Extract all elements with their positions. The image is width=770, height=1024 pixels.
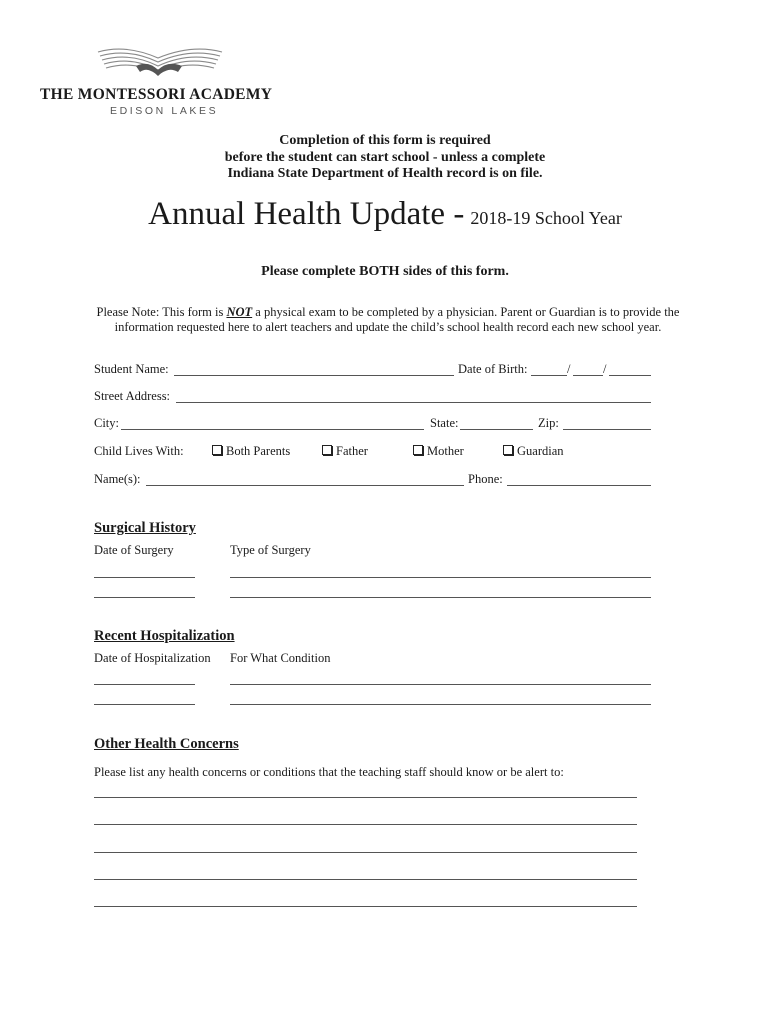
zip-label: Zip: (538, 416, 559, 430)
names-field[interactable] (146, 485, 464, 486)
street-address-label: Street Address: (94, 389, 171, 403)
city-field[interactable] (121, 429, 424, 430)
org-subtitle: EDISON LAKES (110, 105, 219, 117)
hospitalization-condition-field[interactable] (230, 684, 651, 685)
form-title (0, 196, 770, 233)
notice-line-1: Completion of this form is required (279, 133, 491, 148)
checkbox-icon (413, 445, 423, 455)
checkbox-icon (212, 445, 222, 455)
concerns-line[interactable] (94, 797, 637, 798)
option-label: Father (336, 444, 368, 458)
instruction: Please complete BOTH sides of this form. (261, 264, 509, 279)
form-title-main: Annual Health Update - (148, 196, 465, 232)
hospitalization-date-label: Date of Hospitalization (94, 651, 211, 665)
hospitalization-condition-field[interactable] (230, 704, 651, 705)
open-book-logo-icon (96, 44, 224, 80)
lives-with-label: Child Lives With: (94, 444, 184, 458)
checkbox-guardian[interactable] (503, 444, 564, 459)
hospitalization-date-field[interactable] (94, 684, 195, 685)
street-address-field[interactable] (176, 402, 651, 403)
state-label: State: (430, 416, 459, 430)
note-emphasis: NOT (226, 305, 253, 319)
concerns-line[interactable] (94, 824, 637, 825)
surgical-history-heading: Surgical History (94, 520, 196, 536)
checkbox-both-parents[interactable] (212, 444, 290, 459)
checkbox-icon (322, 445, 332, 455)
option-label: Guardian (517, 444, 564, 458)
requirement-notice (0, 133, 770, 183)
zip-field[interactable] (563, 429, 651, 430)
surgery-type-field[interactable] (230, 597, 651, 598)
surgery-date-field[interactable] (94, 597, 195, 598)
note-prefix: Please Note: This form is (96, 305, 224, 319)
concerns-line[interactable] (94, 852, 637, 853)
other-concerns-prompt: Please list any health concerns or conditions that the teaching staff should know or be alert to: (94, 765, 564, 779)
phone-field[interactable] (507, 485, 651, 486)
surgery-date-field[interactable] (94, 577, 195, 578)
option-label: Mother (427, 444, 464, 458)
phone-label: Phone: (468, 472, 503, 486)
hospitalization-condition-label: For What Condition (230, 651, 331, 665)
dob-label: Date of Birth: (458, 362, 528, 376)
checkbox-icon (503, 445, 513, 455)
notice-line-3: Indiana State Department of Health record is on file. (227, 166, 543, 181)
option-label: Both Parents (226, 444, 291, 458)
surgery-type-label: Type of Surgery (230, 543, 311, 557)
dob-year-field[interactable] (609, 375, 651, 376)
surgery-type-field[interactable] (230, 577, 651, 578)
names-label: Name(s): (94, 472, 141, 486)
note-suffix: a physical exam to be completed by a physician. Parent or Guardian is to provide the information requested here to alert teachers and update the child’s school health record each new school year. (114, 305, 680, 334)
dob-day-field[interactable] (573, 375, 603, 376)
please-note (88, 305, 688, 335)
student-name-field[interactable] (174, 375, 454, 376)
concerns-line[interactable] (94, 906, 637, 907)
hospitalization-heading: Recent Hospitalization (94, 628, 235, 644)
city-label: City: (94, 416, 120, 430)
state-field[interactable] (460, 429, 533, 430)
dob-separator-2: / (603, 362, 607, 376)
org-name: THE MONTESSORI ACADEMY (40, 86, 273, 103)
hospitalization-date-field[interactable] (94, 704, 195, 705)
form-title-year: 2018-19 School Year (470, 208, 622, 228)
concerns-line[interactable] (94, 879, 637, 880)
checkbox-father[interactable] (322, 444, 368, 459)
student-name-label: Student Name: (94, 362, 169, 376)
surgery-date-label: Date of Surgery (94, 543, 174, 557)
notice-line-2: before the student can start school - unless a complete (224, 149, 546, 165)
dob-separator-1: / (567, 362, 571, 376)
dob-month-field[interactable] (531, 375, 567, 376)
checkbox-mother[interactable] (413, 444, 464, 459)
other-concerns-heading: Other Health Concerns (94, 736, 239, 752)
